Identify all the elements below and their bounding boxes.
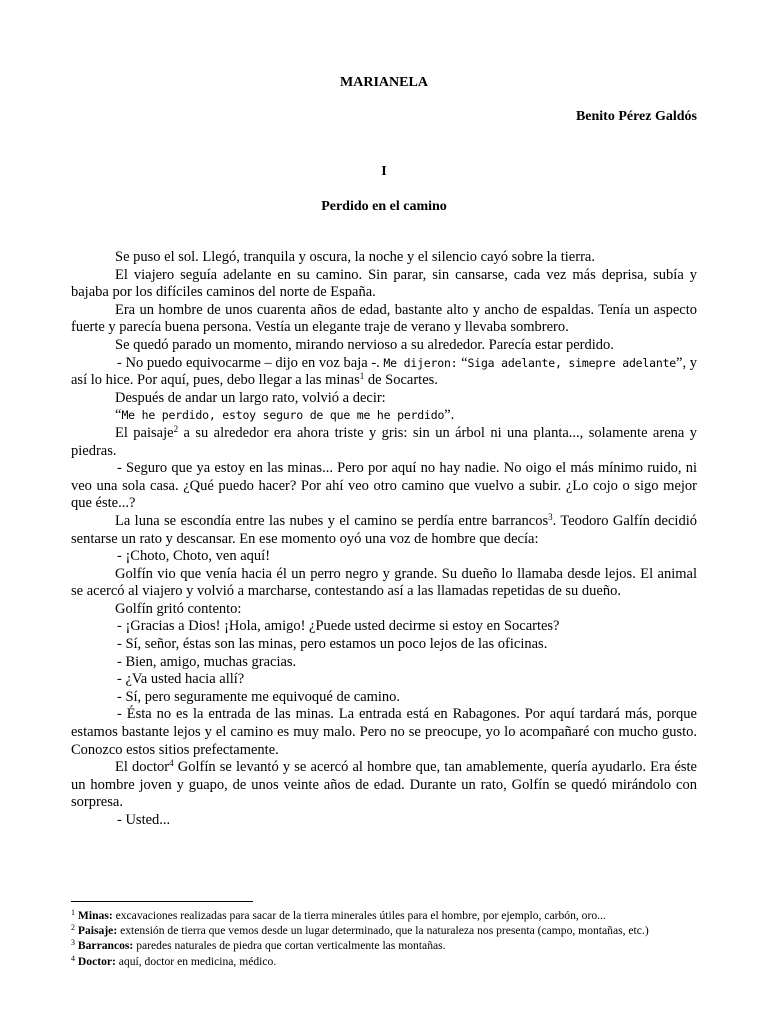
paragraph: Se puso el sol. Llegó, tranquila y oscura, la noche y el silencio cayó sobre la tierra. bbox=[115, 249, 595, 265]
footnote bbox=[71, 938, 731, 953]
footnote-text: aquí, doctor en medicina, médico. bbox=[115, 954, 277, 968]
paragraph bbox=[71, 513, 697, 548]
book-title: MARIANELA bbox=[340, 75, 428, 90]
dialogue-line: - Ésta no es la entrada de las minas. La entrada está en Rabagones. Por aquí tardará más, porque estamos bastante lejos y el camino es muy malo. Pero no se preocupe, yo lo acompañaré con mucho gusto. Conozco estos sitios prefectamente. bbox=[71, 706, 697, 758]
dialogue-line: - Seguro que ya estoy en las minas... Pero por aquí no hay nadie. No oigo el más mínimo ruido, ni veo una sola casa. ¿Qué puedo hacer? Por ahí veo otro camino que vuelvo a subir. ¿Lo cojo o sigo mejor que éste...? bbox=[71, 460, 697, 512]
footnote bbox=[71, 954, 731, 969]
paragraph: Se quedó parado un momento, mirando nervioso a su alrededor. Parecía estar perdido. bbox=[115, 336, 614, 353]
footnote-number: 3 bbox=[71, 938, 75, 948]
text-run: El paisaje bbox=[115, 424, 174, 441]
footnote-text: excavaciones realizadas para sacar de la tierra minerales útiles para el hombre, por ejemplo, carbón, oro... bbox=[112, 909, 606, 922]
footnote bbox=[71, 908, 731, 923]
dialogue-line: - ¿Va usted hacia allí? bbox=[117, 671, 245, 688]
footnote-text: extensión de tierra que vemos desde un lugar determinado, que la naturaleza nos presenta (campo, montañas, etc.) bbox=[117, 924, 649, 938]
footnote bbox=[71, 923, 731, 938]
footnote-term: Paisaje: bbox=[77, 924, 118, 938]
paragraph bbox=[71, 759, 697, 812]
footnote-ref: 1 bbox=[359, 371, 365, 382]
author-name: Benito Pérez Galdós bbox=[575, 109, 697, 124]
footnote-ref: 3 bbox=[548, 511, 553, 522]
dialogue-line: - Sí, pero seguramente me equivoqué de camino. bbox=[117, 688, 401, 705]
text-run: ”. bbox=[444, 407, 455, 424]
chapter-title: Perdido en el camino bbox=[321, 199, 447, 214]
dialogue-line: - Sí, señor, éstas son las minas, pero estamos un poco lejos de las oficinas. bbox=[117, 636, 548, 653]
chapter-number: I bbox=[381, 164, 387, 179]
paragraph bbox=[71, 425, 697, 460]
footnotes bbox=[71, 908, 731, 969]
paragraph: Después de andar un largo rato, volvió a decir: bbox=[115, 389, 386, 406]
text-run: . Teodoro Galfín decidió sentarse un rato y descansar. En ese momento oyó una voz de hombre que decía: bbox=[71, 512, 697, 547]
paragraph: Era un hombre de unos cuarenta años de edad, bastante alto y ancho de espaldas. Tenía un aspecto fuerte y parecía buena persona. Vestía un elegante traje de verano y llevaba sombrero. bbox=[71, 301, 697, 336]
paragraph: El viajero seguía adelante en su camino. Sin parar, sin cansarse, cada vez más deprisa, subía y bajaba por los difíciles caminos del norte de España. bbox=[71, 266, 697, 301]
text-run: “ bbox=[115, 407, 122, 424]
footnote-ref: 4 bbox=[169, 758, 174, 769]
paragraph bbox=[71, 407, 697, 425]
footnote-term: Barrancos: bbox=[77, 939, 134, 953]
dialogue-line: - Bien, amigo, muchas gracias. bbox=[117, 653, 297, 670]
text-run: - No puedo equivocarme – dijo en voz baja -. bbox=[117, 354, 384, 371]
footnote-term: Doctor: bbox=[77, 954, 116, 968]
text-run: La luna se escondía entre las nubes y el camino se perdía entre barrancos bbox=[115, 512, 549, 529]
dialogue-line: - Usted... bbox=[117, 812, 171, 828]
footnote-number: 2 bbox=[71, 923, 75, 933]
dialogue-line bbox=[71, 355, 697, 390]
text-run: “ bbox=[457, 354, 468, 371]
text-run: El doctor bbox=[115, 759, 170, 776]
footnote-text: paredes naturales de piedra que cortan verticalmente las montañas. bbox=[133, 939, 446, 953]
chapter-body bbox=[71, 249, 697, 830]
footnote-number: 4 bbox=[71, 953, 75, 963]
text-run: de Socartes. bbox=[364, 372, 438, 389]
text-run: a su alrededor era ahora triste y gris: sin un árbol ni una planta..., solamente arena y piedras. bbox=[71, 424, 697, 459]
paragraph: Golfín gritó contento: bbox=[115, 600, 242, 617]
footnote-number: 1 bbox=[71, 908, 75, 917]
handwritten-text: Siga adelante, simepre adelante bbox=[467, 355, 677, 370]
footnote-term: Minas: bbox=[77, 909, 113, 922]
dialogue-line: - ¡Gracias a Dios! ¡Hola, amigo! ¿Puede usted decirme si estoy en Socartes? bbox=[117, 618, 560, 635]
footnote-divider bbox=[71, 901, 253, 902]
handwritten-text: Me dijeron: bbox=[383, 355, 458, 370]
footnote-ref: 2 bbox=[173, 423, 179, 434]
handwritten-text: Me he perdido, estoy seguro de que me he perdido bbox=[121, 408, 445, 423]
text-run: ”, y así lo hice. Por aquí, pues, debo llegar a las minas bbox=[71, 354, 697, 389]
paragraph: Golfín vio que venía hacia él un perro negro y grande. Su dueño lo llamaba desde lejos. El animal se acercó al viajero y volvió a marcharse, contestando así a las llamadas repetidas de su dueño. bbox=[71, 565, 697, 600]
text-run: Golfín se levantó y se acercó al hombre que, tan amablemente, quería ayudarlo. Era éste un hombre joven y guapo, de unos veinte años de edad. Durante un rato, Golfín se quedó mirándolo con sorpresa. bbox=[71, 759, 697, 811]
dialogue-line: - ¡Choto, Choto, ven aquí! bbox=[117, 548, 271, 565]
